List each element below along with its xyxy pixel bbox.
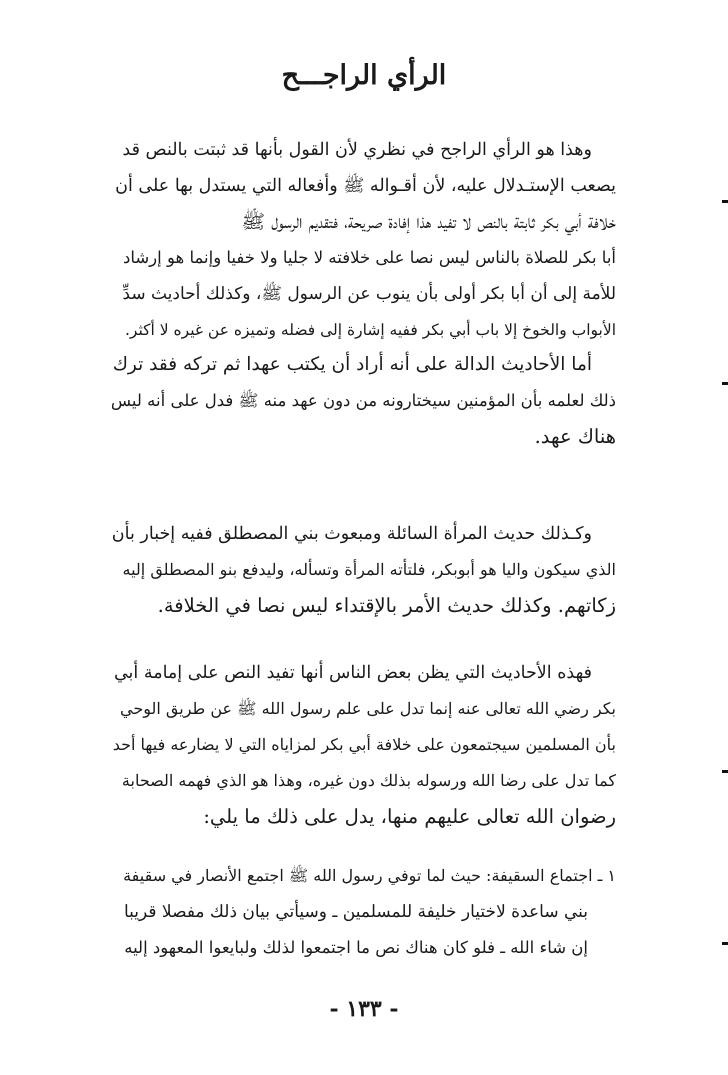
text-line: وهذا هو الرأي الراجح في نظري لأن القول بأنها قد ثبتت بالنص قد: [122, 140, 592, 160]
text-line: بكر رضي الله تعالى عنه إنما تدل على علم رسول الله ﷺ عن طريق الوحي: [120, 699, 616, 718]
text-line: خلافة أبي بكر ثابتة بالنص لا تفيد هذا إفادة صريحة، فتقديم الرسول ﷺ: [241, 210, 616, 233]
text-line: ذلك لعلمه بأن المؤمنين سيختارونه من دون عهد منه ﷺ فدل على أنه ليس: [110, 391, 616, 410]
text-line: الأبواب والخوخ إلا باب أبي بكر ففيه إشارة إلى فضله وتميزه عن غيره لا أكثر.: [124, 321, 616, 339]
text-line: أما الأحاديث الدالة على أنه أراد أن يكتب عهدا ثم تركه فقد ترك: [112, 354, 592, 375]
section-title: الرأي الراجـــح: [281, 60, 447, 91]
paragraph-1: [112, 132, 616, 348]
text-line: بني ساعدة لاختيار خليفة للمسلمين ـ وسيأتي بيان ذلك مفصلا قريبا: [123, 902, 588, 922]
text-line: يصعب الإستـدلال عليه، لأن أقـواله ﷺ وأفعاله التي يستدل بها على أن: [115, 176, 616, 196]
scan-edge-mark: [722, 200, 728, 203]
scan-edge-mark: [722, 382, 728, 385]
list-item-1: [112, 858, 616, 966]
paragraph-3: [112, 516, 616, 624]
text-line: رضوان الله تعالى عليهم منها، يدل على ذلك ما يلي:: [203, 805, 616, 828]
text-line: أبا بكر للصلاة بالناس ليس نصا على خلافته لا جليا ولا خفيا وإنما هو إرشاد: [122, 248, 616, 267]
scan-edge-mark: [722, 942, 728, 945]
text-line: هناك عهد.: [534, 425, 616, 448]
text-line: كما تدل على رضا الله ورسوله بذلك دون غيره، وهذا هو الذي فهمه الصحابة: [121, 771, 616, 790]
scan-edge-mark: [722, 770, 728, 773]
text-line: إن شاء الله ـ فلو كان هناك نص ما اجتمعوا لذلك ولبايعوا المعهود إليه: [124, 938, 588, 957]
text-line: زكاتهم. وكذلك حديث الأمر بالإقتداء ليس نصا في الخلافة.: [157, 594, 616, 617]
text-line: ١ ـ اجتماع السقيفة: حيث لما توفي رسول الله ﷺ اجتمع الأنصار في سقيفة: [123, 866, 616, 885]
text-line: للأمة إلى أن أبا بكر أولى بأن ينوب عن الرسول ﷺ، وكذلك أحاديث سدِّ: [122, 284, 616, 304]
paragraph-4: [112, 655, 616, 835]
text-line: بأن المسلمين سيجتمعون على خلافة أبي بكر لمزاياه التي لا يضارعه فيها أحد: [112, 735, 616, 754]
paragraph-2: [112, 347, 616, 455]
text-line: وكـذلك حديث المرأة السائلة ومبعوث بني المصطلق ففيه إخبار بأن: [111, 524, 592, 544]
page-number: - ١٣٣ -: [329, 996, 399, 1022]
text-line: فهذه الأحاديث التي يظن بعض الناس أنها تفيد النص على إمامة أبي: [113, 663, 592, 683]
text-line: الذي سيكون واليا هو أبوبكر، فلتأته المرأة وتسأله، وليدفع بنو المصطلق إليه: [122, 560, 616, 579]
